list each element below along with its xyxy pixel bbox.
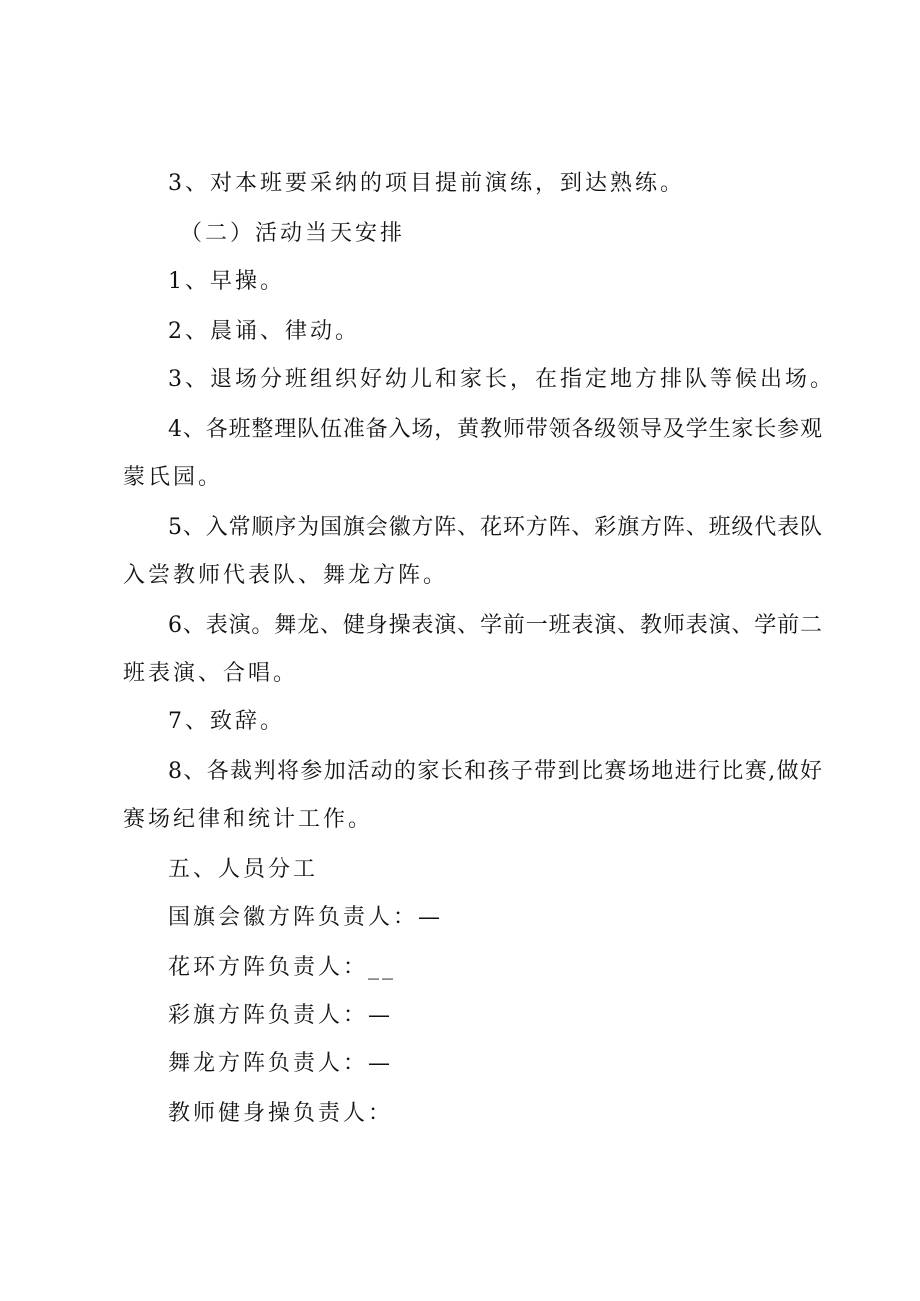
section-heading-day-schedule: （二）活动当天安排: [180, 221, 406, 246]
text-line-flag-leader: 国旗会徽方阵负责人：—: [168, 905, 444, 930]
text-line-item-8: 8、各裁判将参加活动的家长和孩子带到比赛场地进行比赛,做好: [168, 759, 822, 784]
text-line-item-4: 4、各班整理队伍准备入场，黄教师带领各级领导及学生家长参观: [168, 417, 822, 442]
text-line-item-5: 5、入常顺序为国旗会徽方阵、花环方阵、彩旗方阵、班级代表队: [168, 515, 822, 540]
text-line-dragon-leader: 舞龙方阵负责人：—: [168, 1051, 394, 1076]
text-line-item-6-cont: 班表演、合唱。: [123, 661, 299, 686]
text-line-item-7: 7、致辞。: [168, 709, 285, 734]
text-line-item-3: 3、退场分班组织好幼儿和家长，在指定地方排队等候出场。: [168, 367, 835, 392]
section-heading-staff: 五、人员分工: [168, 857, 319, 882]
text-line-wreath-leader: 花环方阵负责人：__: [168, 955, 397, 980]
text-line-item-8-cont: 赛场纪律和统计工作。: [123, 807, 374, 832]
text-line-item-6: 6、表演。舞龙、健身操表演、学前一班表演、教师表演、学前二: [168, 613, 822, 638]
text-line-fitness-leader: 教师健身操负责人：: [168, 1101, 394, 1126]
text-line-prep-3: 3、对本班要采纳的项目提前演练，到达熟练。: [168, 171, 685, 196]
text-line-item-4-cont: 蒙氏园。: [123, 465, 224, 490]
text-line-item-1: 1、早操。: [168, 269, 285, 294]
text-line-item-2: 2、晨诵、律动。: [168, 319, 360, 344]
text-line-item-5-cont: 入尝教师代表队、舞龙方阵。: [123, 563, 449, 588]
text-line-banner-leader: 彩旗方阵负责人：—: [168, 1003, 394, 1028]
